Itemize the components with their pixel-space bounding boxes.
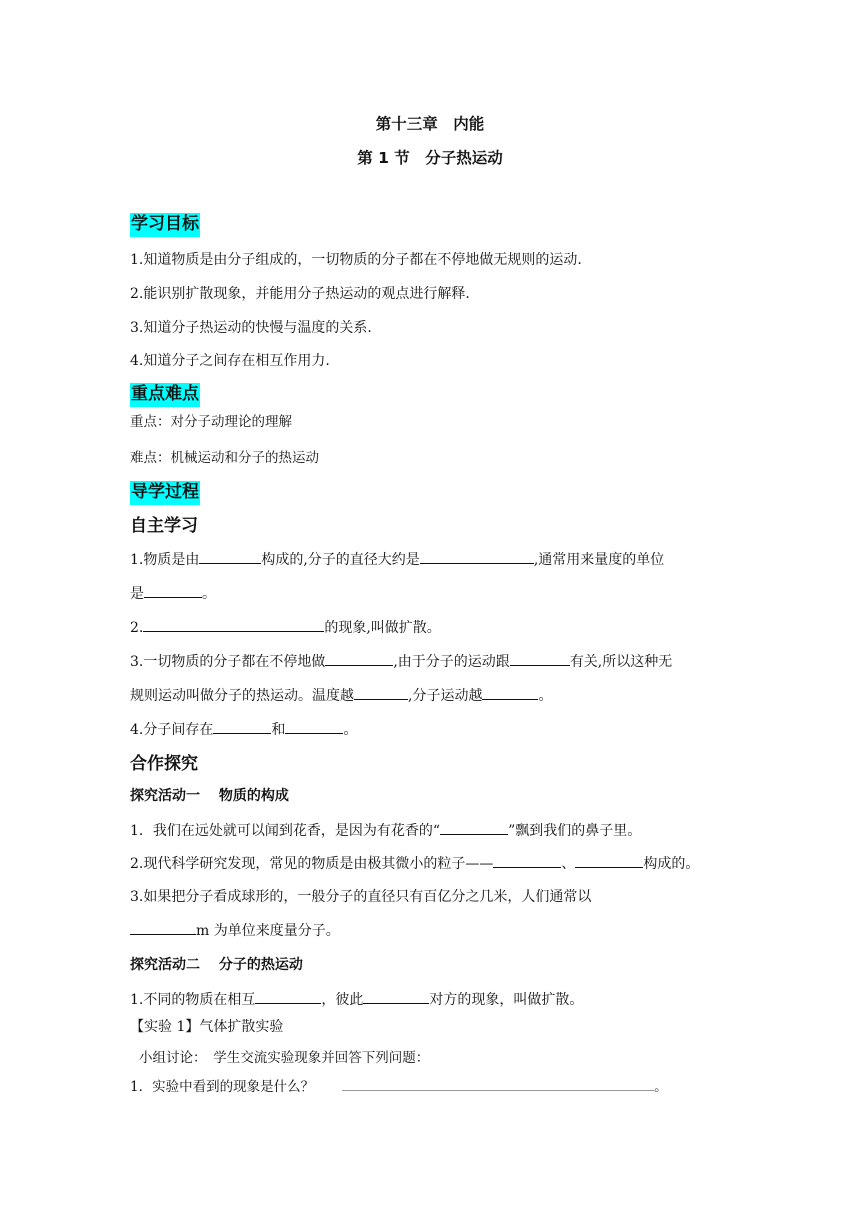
text-segment: ,分子运动越 bbox=[408, 688, 483, 704]
self-study-q3-cont bbox=[130, 684, 552, 705]
difficulty-text: 难点：机械运动和分子的热运动 bbox=[130, 450, 319, 466]
section-title: 第 1 节 分子热运动 bbox=[357, 149, 503, 167]
self-study-heading: 自主学习 bbox=[130, 516, 198, 536]
objective-item: 2.能识别扩散现象，并能用分子热运动的观点进行解释. bbox=[130, 286, 470, 302]
self-study-q2 bbox=[130, 616, 441, 637]
blank-field[interactable] bbox=[199, 548, 261, 564]
text-segment: ，彼此 bbox=[321, 992, 364, 1008]
objective-item: 3.知道分子热运动的快慢与温度的关系. bbox=[130, 320, 372, 336]
objectives-heading: 学习目标 bbox=[130, 213, 200, 237]
text-segment: 2.现代科学研究发现，常见的物质是由极其微小的粒子—— bbox=[130, 856, 494, 872]
text-segment: 3.一切物质的分子都在不停地做 bbox=[130, 654, 326, 670]
text-segment: 是 bbox=[130, 586, 144, 602]
text-segment: 1．我们在远处就可以闻到花香，是因为有花香的“ bbox=[130, 823, 441, 839]
activity-two-p1 bbox=[130, 988, 583, 1009]
blank-field[interactable] bbox=[325, 650, 393, 666]
self-study-q3 bbox=[130, 650, 672, 671]
process-heading: 导学过程 bbox=[130, 481, 200, 505]
text-segment: 和 bbox=[271, 722, 286, 738]
activity-one-p3: 3.如果把分子看成球形的，一般分子的直径只有百亿分之几米，人们通常以 bbox=[130, 889, 592, 905]
self-study-q1-cont bbox=[130, 582, 216, 603]
process-section bbox=[130, 477, 200, 502]
blank-field[interactable] bbox=[130, 919, 196, 935]
blank-field[interactable] bbox=[482, 684, 538, 700]
text-segment: ,通常用来量度的单位 bbox=[533, 552, 665, 568]
text-segment: 。 bbox=[654, 1079, 668, 1095]
text-segment: 1.物质是由 bbox=[130, 552, 200, 568]
key-points-heading: 重点难点 bbox=[130, 383, 200, 407]
blank-field[interactable] bbox=[440, 819, 508, 835]
objectives-section bbox=[130, 209, 200, 234]
activity-one-p2 bbox=[130, 852, 699, 873]
text-segment: ,由于分子的运动跟 bbox=[393, 654, 510, 670]
chapter-title: 第十三章 内能 bbox=[375, 115, 485, 133]
blank-field[interactable] bbox=[354, 684, 408, 700]
blank-field[interactable] bbox=[363, 988, 429, 1004]
blank-field[interactable] bbox=[143, 616, 324, 632]
blank-field[interactable] bbox=[213, 718, 271, 734]
experiment-q1 bbox=[130, 1075, 668, 1095]
text-segment: 、 bbox=[561, 856, 576, 872]
blank-field[interactable] bbox=[255, 988, 321, 1004]
blank-field[interactable] bbox=[493, 852, 561, 868]
answer-line[interactable] bbox=[342, 1075, 654, 1091]
blank-field[interactable] bbox=[144, 582, 202, 598]
activity-one-title: 探究活动一 物质的构成 bbox=[130, 788, 289, 804]
text-segment: 对方的现象，叫做扩散。 bbox=[429, 992, 584, 1008]
text-segment: ”飘到我们的鼻子里。 bbox=[508, 823, 642, 839]
activity-two-title: 探究活动二 分子的热运动 bbox=[130, 957, 303, 973]
blank-field[interactable] bbox=[285, 718, 343, 734]
text-segment: 1.不同的物质在相互 bbox=[130, 992, 256, 1008]
objective-item: 1.知道物质是由分子组成的，一切物质的分子都在不停地做无规则的运动. bbox=[130, 252, 582, 268]
text-segment: m 为单位来度量分子。 bbox=[196, 923, 340, 939]
text-segment: 4.分子间存在 bbox=[130, 722, 214, 738]
text-segment: 构成的。 bbox=[643, 856, 700, 872]
text-segment: 1．实验中看到的现象是什么？ bbox=[130, 1079, 315, 1095]
objective-item: 4.知道分子之间存在相互作用力. bbox=[130, 353, 330, 369]
group-discussion: 小组讨论： 学生交流实验现象并回答下列问题： bbox=[139, 1050, 430, 1066]
self-study-q4 bbox=[130, 718, 357, 739]
self-study-q1 bbox=[130, 548, 664, 569]
key-points-section bbox=[130, 379, 200, 404]
blank-field[interactable] bbox=[575, 852, 643, 868]
text-segment: 。 bbox=[538, 688, 553, 704]
focus-text: 重点：对分子动理论的理解 bbox=[130, 414, 292, 430]
text-segment: 构成的,分子的直径大约是 bbox=[261, 552, 420, 568]
text-segment: 。 bbox=[202, 586, 216, 602]
text-segment: 。 bbox=[343, 722, 358, 738]
blank-field[interactable] bbox=[510, 650, 570, 666]
blank-field[interactable] bbox=[420, 548, 534, 564]
activity-one-p1 bbox=[130, 819, 641, 840]
cooperation-heading: 合作探究 bbox=[130, 754, 198, 774]
experiment-title: 【实验 1】气体扩散实验 bbox=[130, 1019, 284, 1035]
text-segment: 2. bbox=[130, 620, 144, 636]
text-segment: 有关,所以这种无 bbox=[569, 654, 673, 670]
text-segment: 的现象,叫做扩散。 bbox=[324, 620, 441, 636]
text-segment: 规则运动叫做分子的热运动。温度越 bbox=[130, 688, 354, 704]
activity-one-p3-cont bbox=[130, 919, 340, 940]
